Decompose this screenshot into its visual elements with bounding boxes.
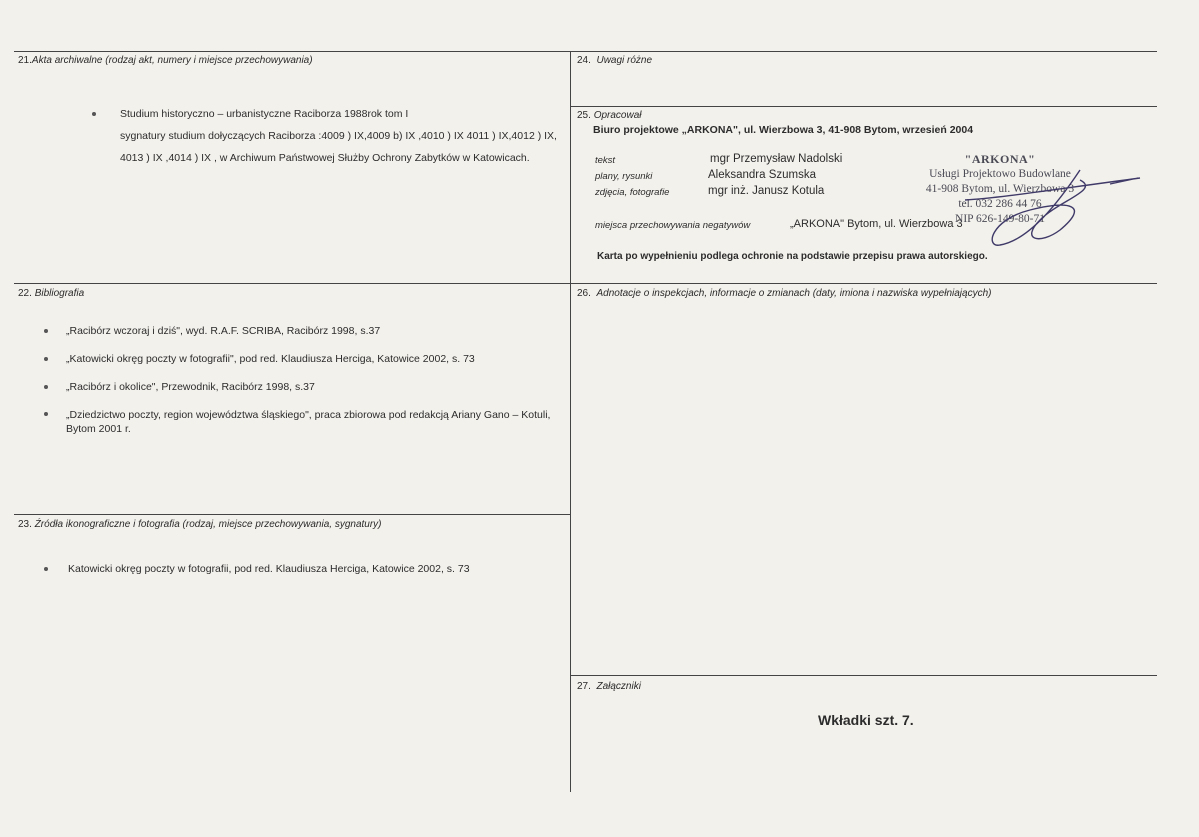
section-23-title: 23. Źródła ikonograficzne i fotografia (rodzaj, miejsce przechowywania, sygnatury) [18, 519, 382, 530]
section-23-list [68, 558, 470, 580]
section-24-title: 24. Uwagi różne [577, 55, 653, 66]
rule-26-27 [570, 675, 1157, 676]
center-divider [570, 51, 571, 792]
office-address: Biuro projektowe „ARKONA", ul. Wierzbowa 3, 41-908 Bytom, wrzesień 2004 [593, 124, 974, 136]
bullet-icon [44, 412, 48, 416]
attachments-count: Wkładki szt. 7. [818, 712, 914, 728]
list-item: Katowicki okręg poczty w fotografii, pod red. Klaudiusza Herciga, Katowice 2002, s. 73 [68, 558, 470, 580]
author-label-photos: zdjęcia, fotografie [595, 187, 670, 198]
copyright-note: Karta po wypełnieniu podlega ochronie na podstawie przepisu prawa autorskiego. [597, 251, 988, 262]
list-item: 4013 ) IX ,4014 ) IX , w Archiwum Państwowej Służby Ochrony Zabytków w Katowicach. [120, 152, 530, 164]
list-item: „Racibórz i okolice", Przewodnik, Racibórz 1998, s.37 [66, 376, 550, 398]
author-value-photos: mgr inż. Janusz Kotula [708, 185, 825, 197]
section-22-list [66, 320, 550, 436]
stamp-line: tel. 032 286 44 76 [958, 198, 1042, 210]
list-item: „Dziedzictwo poczty, region województwa śląskiego", praca zbiorowa pod redakcją Ariany Gano – Kotuli, Bytom 2001 r. [66, 404, 550, 436]
section-22-title: 22. Bibliografia [18, 288, 85, 299]
bullet-icon [44, 357, 48, 361]
author-value-plans: Aleksandra Szumska [708, 169, 817, 181]
list-item: „Katowicki okręg poczty w fotografii", pod red. Klaudiusza Herciga, Katowice 2002, s. 73 [66, 348, 550, 370]
section-26-title: 26. Adnotacje o inspekcjach, informacje o zmianach (daty, imiona i nazwiska wypełniających) [577, 288, 992, 299]
bullet-icon [44, 567, 48, 571]
stamp-line: NIP 626-149-80-71 [955, 213, 1045, 225]
section-27-title: 27. Załączniki [577, 681, 641, 692]
rule-22-23 [14, 514, 570, 515]
bullet-icon [44, 329, 48, 333]
bullet-icon [44, 385, 48, 389]
section-25-title: 25. Opracował [577, 110, 642, 121]
section-21-list [120, 103, 557, 169]
list-item: Studium historyczno – urbanistyczne Raciborza 1988rok tom I [120, 103, 557, 125]
stamp-line: Usługi Projektowo Budowlane [929, 168, 1071, 180]
section-21-title: 21.Akta archiwalne (rodzaj akt, numery i miejsce przechowywania) [18, 55, 313, 66]
stamp-line: 41-908 Bytom, ul. Wierzbowa 3 [925, 183, 1075, 195]
top-rule [14, 51, 1157, 52]
bullet-icon [92, 112, 96, 116]
stamp-name: "ARKONA" [964, 152, 1036, 166]
author-label-plans: plany, rysunki [595, 171, 653, 182]
list-item: „Racibórz wczoraj i dziś", wyd. R.A.F. SCRIBA, Racibórz 1998, s.37 [66, 320, 550, 342]
author-label-text: tekst [595, 155, 616, 166]
rule-24-25 [570, 106, 1157, 107]
signature-icon [960, 160, 1150, 250]
negatives-label: miejsca przechowywania negatywów [595, 220, 751, 231]
author-value-text: mgr Przemysław Nadolski [710, 153, 843, 165]
list-item: sygnatury studium dołyczących Raciborza :4009 ) IX,4009 b) IX ,4010 ) IX 4011 ) IX,4012 ) IX, [120, 130, 557, 142]
negatives-value: „ARKONA" Bytom, ul. Wierzbowa 3 [790, 218, 963, 230]
rule-21-22 [14, 283, 1157, 284]
